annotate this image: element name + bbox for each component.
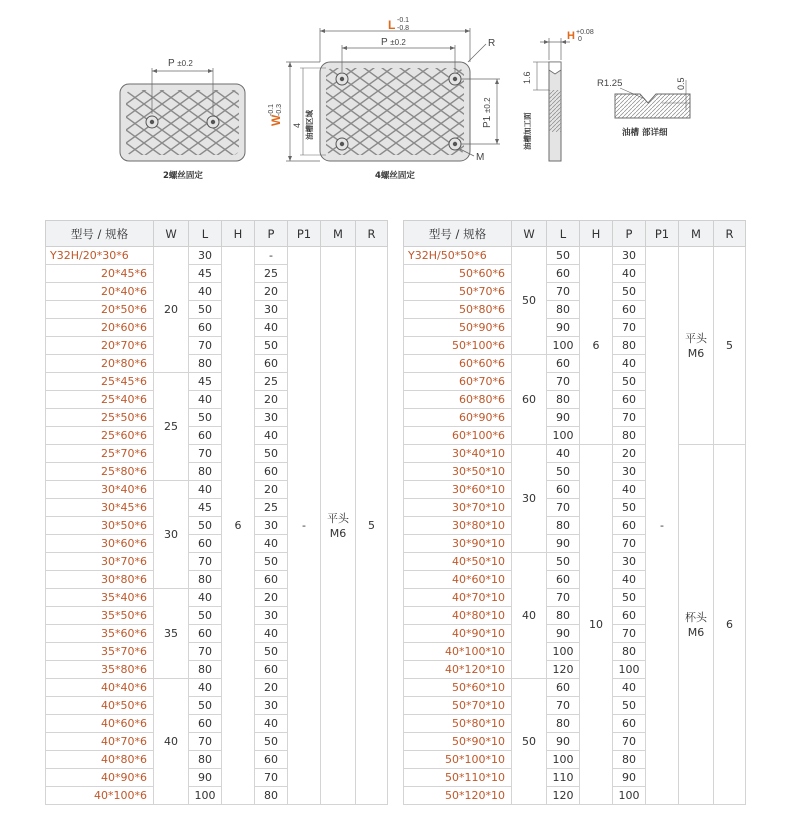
caption-4-screw: 4螺丝固定 — [375, 171, 415, 181]
dim-l-label: L — [388, 18, 396, 32]
p-cell: 30 — [255, 697, 288, 715]
p-cell: 50 — [255, 445, 288, 463]
plate-4-screw — [268, 17, 500, 181]
dim-h-label: H — [567, 30, 575, 42]
l-cell: 90 — [189, 769, 222, 787]
p1-cell: - — [288, 247, 321, 805]
l-cell: 70 — [547, 283, 580, 301]
model-cell: 50*60*10 — [404, 679, 512, 697]
model-cell: 60*80*6 — [404, 391, 512, 409]
p-cell: 60 — [613, 607, 646, 625]
w-cell: 40 — [154, 679, 189, 805]
p-cell: 50 — [613, 697, 646, 715]
spec-tables — [45, 220, 745, 804]
model-cell: 50*90*6 — [404, 319, 512, 337]
model-cell: 30*90*10 — [404, 535, 512, 553]
header-r: R — [714, 221, 746, 247]
p-cell: 50 — [613, 589, 646, 607]
model-cell: 40*80*6 — [46, 751, 154, 769]
p-cell: 40 — [613, 571, 646, 589]
dim-h-tol-upper: +0.08 — [576, 29, 594, 36]
w-cell: 30 — [512, 445, 547, 553]
header-w: W — [512, 221, 547, 247]
table-row — [46, 247, 388, 265]
header-h: H — [222, 221, 255, 247]
dim-h-tol-lower: 0 — [578, 36, 582, 43]
l-cell: 45 — [189, 373, 222, 391]
p-cell: 40 — [255, 319, 288, 337]
svg-text:P ±0.2 — [168, 58, 193, 69]
p-cell: 60 — [613, 517, 646, 535]
l-cell: 120 — [547, 787, 580, 805]
dim-p-tolerance: ±0.2 — [177, 59, 193, 68]
model-cell: 30*80*10 — [404, 517, 512, 535]
model-cell: 20*40*6 — [46, 283, 154, 301]
dim-p-label: P — [168, 58, 175, 69]
p-cell: 50 — [255, 553, 288, 571]
m-cell: 平头 M6 — [679, 247, 714, 445]
header-w: W — [154, 221, 189, 247]
model-cell: 35*60*6 — [46, 625, 154, 643]
p-cell: 100 — [613, 661, 646, 679]
p-cell: - — [255, 247, 288, 265]
model-cell: Y32H/50*50*6 — [404, 247, 512, 265]
p-cell: 40 — [613, 679, 646, 697]
l-cell: 60 — [547, 481, 580, 499]
plate-2-screw — [120, 58, 245, 181]
l-cell: 70 — [547, 499, 580, 517]
model-cell: 30*60*10 — [404, 481, 512, 499]
svg-text:P ±0.2 — [381, 37, 406, 48]
p-cell: 60 — [255, 463, 288, 481]
p-cell: 40 — [255, 535, 288, 553]
dim-m-label: M — [476, 152, 485, 163]
p-cell: 25 — [255, 499, 288, 517]
l-cell: 50 — [547, 553, 580, 571]
model-cell: 30*45*6 — [46, 499, 154, 517]
l-cell: 60 — [189, 319, 222, 337]
l-cell: 70 — [189, 337, 222, 355]
p-cell: 50 — [255, 337, 288, 355]
l-cell: 60 — [189, 715, 222, 733]
caption-groove-detail: 油槽 部详细 — [622, 128, 668, 138]
l-cell: 80 — [547, 301, 580, 319]
model-cell: 40*90*6 — [46, 769, 154, 787]
p-cell: 80 — [255, 787, 288, 805]
dim-4-label: 4 — [292, 122, 302, 128]
dim-p1-tolerance: ±0.2 — [483, 97, 492, 113]
p-cell: 30 — [613, 553, 646, 571]
p-cell: 80 — [613, 643, 646, 661]
l-cell: 90 — [547, 535, 580, 553]
p-cell: 20 — [255, 391, 288, 409]
model-cell: 30*40*10 — [404, 445, 512, 463]
l-cell: 50 — [189, 607, 222, 625]
l-cell: 100 — [547, 337, 580, 355]
model-cell: 60*60*6 — [404, 355, 512, 373]
model-cell: 60*90*6 — [404, 409, 512, 427]
p1-cell: - — [646, 247, 679, 805]
p-cell: 40 — [613, 265, 646, 283]
p-cell: 80 — [613, 751, 646, 769]
model-cell: 40*90*10 — [404, 625, 512, 643]
p-cell: 50 — [613, 373, 646, 391]
l-cell: 120 — [547, 661, 580, 679]
l-cell: 70 — [189, 643, 222, 661]
l-cell: 30 — [189, 247, 222, 265]
r-cell: 5 — [356, 247, 388, 805]
p-cell: 50 — [613, 499, 646, 517]
m-cell: 平头 M6 — [321, 247, 356, 805]
model-cell: 50*90*10 — [404, 733, 512, 751]
model-cell: 40*40*6 — [46, 679, 154, 697]
p-cell: 30 — [613, 463, 646, 481]
p-cell: 30 — [255, 607, 288, 625]
caption-2-screw: 2螺丝固定 — [163, 171, 203, 181]
dim-p1-label: P1 — [482, 115, 493, 128]
l-cell: 40 — [189, 283, 222, 301]
header-model: 型号 / 规格 — [46, 221, 154, 247]
dim-1-6-label: 1.6 — [522, 71, 532, 84]
l-cell: 40 — [189, 391, 222, 409]
l-cell: 60 — [189, 625, 222, 643]
r-cell: 5 — [714, 247, 746, 445]
dim-w-label: W — [269, 114, 283, 126]
h-cell: 6 — [580, 247, 613, 445]
p-cell: 70 — [613, 733, 646, 751]
model-cell: 50*80*6 — [404, 301, 512, 319]
p-cell: 50 — [255, 733, 288, 751]
p-cell: 30 — [255, 409, 288, 427]
p-cell: 100 — [613, 787, 646, 805]
l-cell: 80 — [547, 391, 580, 409]
p-cell: 70 — [613, 409, 646, 427]
model-cell: 25*50*6 — [46, 409, 154, 427]
table-row — [404, 247, 746, 265]
model-cell: 60*70*6 — [404, 373, 512, 391]
header-l: L — [189, 221, 222, 247]
model-cell: Y32H/20*30*6 — [46, 247, 154, 265]
header-p1: P1 — [288, 221, 321, 247]
w-cell: 50 — [512, 247, 547, 355]
header-p: P — [613, 221, 646, 247]
l-cell: 60 — [547, 265, 580, 283]
model-cell: 20*45*6 — [46, 265, 154, 283]
l-cell: 80 — [189, 463, 222, 481]
l-cell: 90 — [547, 319, 580, 337]
p-cell: 60 — [255, 571, 288, 589]
side-section-view — [522, 29, 594, 161]
model-cell: 40*120*10 — [404, 661, 512, 679]
dim-l-tol-lower: -0.8 — [397, 25, 410, 32]
p-cell: 50 — [613, 283, 646, 301]
p-cell: 20 — [255, 283, 288, 301]
l-cell: 50 — [547, 463, 580, 481]
w-cell: 60 — [512, 355, 547, 445]
l-cell: 80 — [189, 661, 222, 679]
p-cell: 50 — [255, 643, 288, 661]
l-cell: 90 — [547, 625, 580, 643]
svg-text:P1 ±0.2 — [482, 97, 493, 128]
p-cell: 60 — [255, 751, 288, 769]
model-cell: 35*40*6 — [46, 589, 154, 607]
model-cell: 40*50*6 — [46, 697, 154, 715]
table-header-row — [46, 221, 388, 247]
l-cell: 50 — [189, 301, 222, 319]
l-cell: 45 — [189, 265, 222, 283]
spec-table-right — [403, 220, 746, 805]
groove-detail-view — [597, 77, 690, 138]
l-cell: 80 — [189, 571, 222, 589]
l-cell: 60 — [189, 427, 222, 445]
model-cell: 50*100*6 — [404, 337, 512, 355]
l-cell: 50 — [189, 697, 222, 715]
p-cell: 20 — [255, 589, 288, 607]
p-cell: 40 — [255, 427, 288, 445]
p-cell: 80 — [613, 337, 646, 355]
dim-r-label: R — [488, 38, 496, 49]
p-cell: 60 — [613, 391, 646, 409]
p-cell: 20 — [255, 481, 288, 499]
p-cell: 80 — [613, 427, 646, 445]
model-cell: 50*80*10 — [404, 715, 512, 733]
model-cell: 40*100*10 — [404, 643, 512, 661]
model-cell: 35*70*6 — [46, 643, 154, 661]
p-cell: 60 — [613, 715, 646, 733]
h-cell: 10 — [580, 445, 613, 805]
p-cell: 70 — [255, 769, 288, 787]
l-cell: 70 — [547, 697, 580, 715]
l-cell: 70 — [189, 553, 222, 571]
model-cell: 20*60*6 — [46, 319, 154, 337]
header-h: H — [580, 221, 613, 247]
model-cell: 40*70*6 — [46, 733, 154, 751]
header-p: P — [255, 221, 288, 247]
dim-p-label-2: P — [381, 37, 388, 48]
l-cell: 100 — [189, 787, 222, 805]
p-cell: 40 — [255, 625, 288, 643]
p-cell: 30 — [613, 247, 646, 265]
model-cell: 40*60*6 — [46, 715, 154, 733]
l-cell: 90 — [547, 733, 580, 751]
l-cell: 50 — [189, 409, 222, 427]
model-cell: 40*60*10 — [404, 571, 512, 589]
dim-w-tol-upper: -0.1 — [268, 103, 275, 116]
l-cell: 60 — [547, 679, 580, 697]
p-cell: 60 — [255, 661, 288, 679]
table-row — [404, 445, 746, 463]
dim-0-5-label: 0.5 — [676, 77, 686, 90]
w-cell: 25 — [154, 373, 189, 481]
header-m: M — [321, 221, 356, 247]
w-cell: 50 — [512, 679, 547, 805]
w-cell: 30 — [154, 481, 189, 589]
table-header-row — [404, 221, 746, 247]
header-model: 型号 / 规格 — [404, 221, 512, 247]
model-cell: 20*70*6 — [46, 337, 154, 355]
p-cell: 70 — [613, 535, 646, 553]
model-cell: 60*100*6 — [404, 427, 512, 445]
p-cell: 90 — [613, 769, 646, 787]
l-cell: 40 — [189, 589, 222, 607]
model-cell: 35*80*6 — [46, 661, 154, 679]
p-cell: 70 — [613, 625, 646, 643]
l-cell: 80 — [189, 751, 222, 769]
w-cell: 40 — [512, 553, 547, 679]
m-cell: 杯头 M6 — [679, 445, 714, 805]
l-cell: 50 — [547, 247, 580, 265]
model-cell: 50*70*10 — [404, 697, 512, 715]
l-cell: 80 — [547, 715, 580, 733]
model-cell: 30*70*10 — [404, 499, 512, 517]
l-cell: 60 — [547, 571, 580, 589]
model-cell: 25*70*6 — [46, 445, 154, 463]
model-cell: 40*70*10 — [404, 589, 512, 607]
header-p1: P1 — [646, 221, 679, 247]
model-cell: 25*40*6 — [46, 391, 154, 409]
l-cell: 70 — [189, 445, 222, 463]
model-cell: 40*100*6 — [46, 787, 154, 805]
p-cell: 30 — [255, 301, 288, 319]
l-cell: 100 — [547, 751, 580, 769]
dim-p-tolerance-2: ±0.2 — [390, 38, 406, 47]
model-cell: 50*60*6 — [404, 265, 512, 283]
model-cell: 40*50*10 — [404, 553, 512, 571]
p-cell: 20 — [613, 445, 646, 463]
model-cell: 30*40*6 — [46, 481, 154, 499]
l-cell: 100 — [547, 427, 580, 445]
header-l: L — [547, 221, 580, 247]
p-cell: 60 — [613, 301, 646, 319]
w-cell: 20 — [154, 247, 189, 373]
l-cell: 40 — [189, 679, 222, 697]
model-cell: 20*80*6 — [46, 355, 154, 373]
l-cell: 45 — [189, 499, 222, 517]
p-cell: 25 — [255, 265, 288, 283]
dim-r1-25-label: R1.25 — [597, 78, 623, 89]
l-cell: 40 — [547, 445, 580, 463]
dim-w-tol-lower: -0.3 — [276, 103, 283, 116]
p-cell: 40 — [255, 715, 288, 733]
oil-groove-surface-label: 油槽加工面 — [523, 112, 532, 150]
l-cell: 80 — [189, 355, 222, 373]
h-cell: 6 — [222, 247, 255, 805]
oil-groove-zone-label: 油槽区域 — [305, 110, 314, 140]
header-r: R — [356, 221, 388, 247]
model-cell: 30*80*6 — [46, 571, 154, 589]
l-cell: 100 — [547, 643, 580, 661]
model-cell: 50*120*10 — [404, 787, 512, 805]
model-cell: 30*70*6 — [46, 553, 154, 571]
model-cell: 25*60*6 — [46, 427, 154, 445]
model-cell: 30*60*6 — [46, 535, 154, 553]
p-cell: 60 — [255, 355, 288, 373]
model-cell: 50*70*6 — [404, 283, 512, 301]
model-cell: 40*80*10 — [404, 607, 512, 625]
model-cell: 20*50*6 — [46, 301, 154, 319]
technical-drawing — [0, 0, 790, 215]
w-cell: 35 — [154, 589, 189, 679]
p-cell: 70 — [613, 319, 646, 337]
l-cell: 80 — [547, 517, 580, 535]
l-cell: 80 — [547, 607, 580, 625]
p-cell: 20 — [255, 679, 288, 697]
l-cell: 40 — [189, 481, 222, 499]
l-cell: 70 — [547, 373, 580, 391]
p-cell: 40 — [613, 355, 646, 373]
dim-l-tol-upper: -0.1 — [397, 17, 410, 24]
l-cell: 60 — [189, 535, 222, 553]
l-cell: 90 — [547, 409, 580, 427]
l-cell: 50 — [189, 517, 222, 535]
l-cell: 70 — [547, 589, 580, 607]
l-cell: 60 — [547, 355, 580, 373]
p-cell: 40 — [613, 481, 646, 499]
model-cell: 25*80*6 — [46, 463, 154, 481]
l-cell: 70 — [189, 733, 222, 751]
model-cell: 50*110*10 — [404, 769, 512, 787]
r-cell: 6 — [714, 445, 746, 805]
spec-table-left — [45, 220, 388, 805]
p-cell: 25 — [255, 373, 288, 391]
model-cell: 30*50*6 — [46, 517, 154, 535]
p-cell: 30 — [255, 517, 288, 535]
model-cell: 30*50*10 — [404, 463, 512, 481]
header-m: M — [679, 221, 714, 247]
l-cell: 110 — [547, 769, 580, 787]
model-cell: 50*100*10 — [404, 751, 512, 769]
model-cell: 25*45*6 — [46, 373, 154, 391]
model-cell: 35*50*6 — [46, 607, 154, 625]
